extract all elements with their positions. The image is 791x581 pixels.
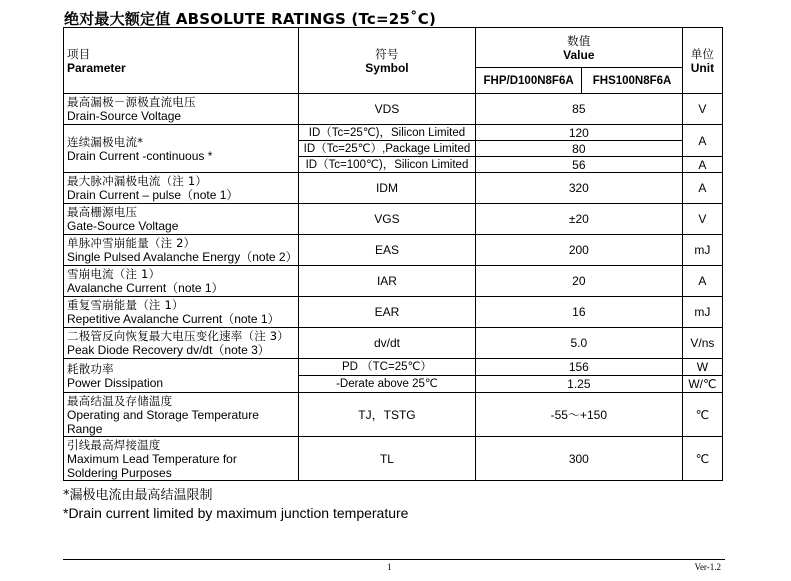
unit-cell: mJ <box>682 297 722 328</box>
unit-cell: W/℃ <box>682 376 722 393</box>
unit-cell: ℃ <box>682 393 722 437</box>
param-cell: 耗散功率 Power Dissipation <box>64 359 299 393</box>
symbol-cell: ID（Tc=25℃）,Package Limited <box>299 141 476 157</box>
header-col-b: FHS100N8F6A <box>582 68 682 94</box>
symbol-cell: IDM <box>299 173 476 204</box>
unit-cell: A <box>682 266 722 297</box>
value-cell: 16 <box>475 297 682 328</box>
unit-cell: W <box>682 359 722 376</box>
table-row-tj <box>64 393 723 437</box>
param-cell: 最高漏极－源极直流电压 Drain-Source Voltage <box>64 94 299 125</box>
value-cell: 200 <box>475 235 682 266</box>
symbol-cell: ID（Tc=100℃)，Silicon Limited <box>299 157 476 173</box>
absolute-ratings-table <box>63 27 723 481</box>
symbol-cell: EAS <box>299 235 476 266</box>
value-cell: -55～+150 <box>475 393 682 437</box>
value-cell: 120 <box>475 125 682 141</box>
table-row-ear <box>64 297 723 328</box>
table-row-id-1 <box>64 125 723 141</box>
header-unit: 单位 Unit <box>682 28 722 94</box>
symbol-cell: -Derate above 25℃ <box>299 376 476 393</box>
header-symbol: 符号 Symbol <box>299 28 476 94</box>
value-cell: 320 <box>475 173 682 204</box>
value-cell: 85 <box>475 94 682 125</box>
value-cell: 56 <box>475 157 682 173</box>
unit-cell: A <box>682 173 722 204</box>
table-row-tl <box>64 437 723 481</box>
table-row-eas <box>64 235 723 266</box>
param-cell: 重复雪崩能量（注 1） Repetitive Avalanche Current（note 1） <box>64 297 299 328</box>
param-cell: 引线最高焊接温度 Maximum Lead Temperature for Soldering Purposes <box>64 437 299 481</box>
unit-cell: mJ <box>682 235 722 266</box>
param-cell: 连续漏极电流* Drain Current -continuous * <box>64 125 299 173</box>
symbol-cell: PD （TC=25℃） <box>299 359 476 376</box>
page-title: 绝对最大额定值 ABSOLUTE RATINGS (Tc=25˚C) <box>64 10 437 28</box>
param-cell: 最大脉冲漏极电流（注 1） Drain Current – pulse（note 1） <box>64 173 299 204</box>
value-cell: 5.0 <box>475 328 682 359</box>
header-value: 数值 Value <box>475 28 682 68</box>
symbol-cell: VGS <box>299 204 476 235</box>
param-cell: 最高栅源电压 Gate-Source Voltage <box>64 204 299 235</box>
symbol-cell: dv/dt <box>299 328 476 359</box>
footnote-en: *Drain current limited by maximum junction temperature <box>63 505 409 521</box>
value-cell: 1.25 <box>475 376 682 393</box>
footer-divider <box>63 559 725 560</box>
symbol-cell: ID（Tc=25℃)，Silicon Limited <box>299 125 476 141</box>
unit-cell: A <box>682 125 722 157</box>
table-row-iar <box>64 266 723 297</box>
version-label: Ver-1.2 <box>694 562 721 572</box>
unit-cell: ℃ <box>682 437 722 481</box>
table-row-idm <box>64 173 723 204</box>
unit-cell: V <box>682 204 722 235</box>
footnote-cn: *漏极电流由最高结温限制 <box>63 488 213 503</box>
unit-cell: A <box>682 157 722 173</box>
unit-cell: V/ns <box>682 328 722 359</box>
table-row-vgs <box>64 204 723 235</box>
param-cell: 雪崩电流（注 1） Avalanche Current（note 1） <box>64 266 299 297</box>
table-row-dvdt <box>64 328 723 359</box>
param-cell: 二极管反向恢复最大电压变化速率（注 3） Peak Diode Recovery dv/dt（note 3） <box>64 328 299 359</box>
unit-cell: V <box>682 94 722 125</box>
header-col-a: FHP/D100N8F6A <box>475 68 581 94</box>
value-cell: 156 <box>475 359 682 376</box>
header-parameter: 项目 Parameter <box>64 28 299 94</box>
value-cell: 20 <box>475 266 682 297</box>
param-cell: 单脉冲雪崩能量（注 2） Single Pulsed Avalanche Energy（note 2） <box>64 235 299 266</box>
symbol-cell: EAR <box>299 297 476 328</box>
symbol-cell: IAR <box>299 266 476 297</box>
symbol-cell: TL <box>299 437 476 481</box>
value-cell: 300 <box>475 437 682 481</box>
page-number: 1 <box>387 562 392 572</box>
param-cell: 最高结温及存储温度 Operating and Storage Temperature Range <box>64 393 299 437</box>
value-cell: 80 <box>475 141 682 157</box>
table-row-vds <box>64 94 723 125</box>
table-header-row <box>64 28 723 68</box>
value-cell: ±20 <box>475 204 682 235</box>
table-row-pd-1 <box>64 359 723 376</box>
symbol-cell: VDS <box>299 94 476 125</box>
symbol-cell: TJ，TSTG <box>299 393 476 437</box>
